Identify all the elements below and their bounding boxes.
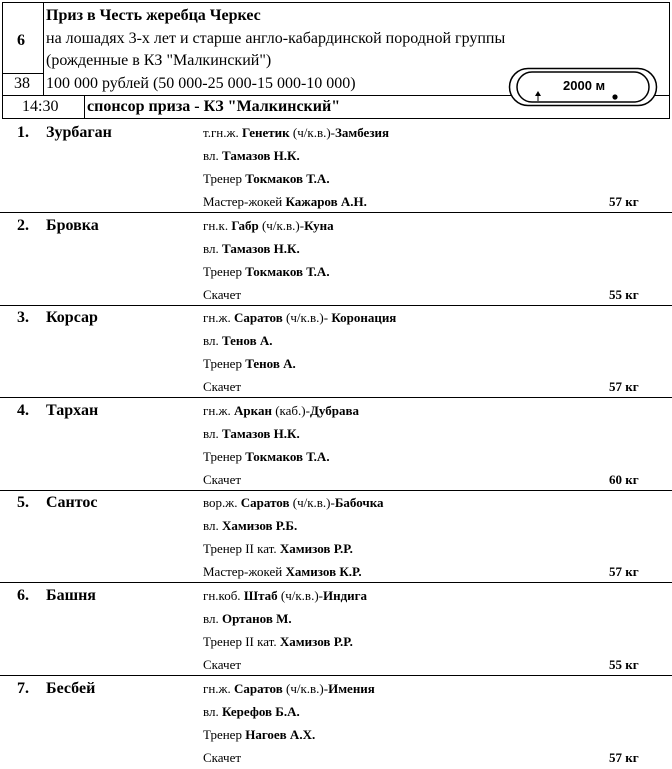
- horse-name: Сантос: [46, 494, 98, 511]
- pedigree-prefix: гн.ж.: [203, 403, 235, 418]
- jockey-line: [203, 565, 362, 578]
- owner-name: Тамазов Н.К.: [221, 426, 300, 441]
- trainer-line: [203, 635, 353, 648]
- horse-name: Бесбей: [46, 680, 96, 697]
- jockey-name: Хамизов К.Р.: [285, 564, 362, 579]
- pedigree: [203, 126, 389, 139]
- race-id: 38: [14, 75, 30, 92]
- sire-name: Саратов: [240, 495, 290, 510]
- sire-breed: (ч/к.в.)-: [282, 310, 332, 325]
- jockey-label: Скачет: [203, 750, 242, 765]
- dam-name: Куна: [304, 218, 334, 233]
- pedigree: [203, 682, 375, 695]
- race-time: 14:30: [22, 98, 59, 115]
- sire-name: Саратов: [234, 310, 283, 325]
- race-number: 6: [17, 32, 25, 49]
- entry-number: 6.: [17, 587, 29, 604]
- race-sponsor: спонсор приза - КЗ "Малкинский": [87, 98, 341, 115]
- owner-name: Тамазов Н.К.: [221, 148, 300, 163]
- sire-name: Штаб: [243, 588, 278, 603]
- jockey-line: [203, 195, 367, 208]
- owner-label: вл.: [203, 611, 222, 626]
- entry-number: 5.: [17, 494, 29, 511]
- sire-name: Габр: [231, 218, 259, 233]
- jockey-label: Мастер-жокей: [203, 194, 286, 209]
- pedigree-prefix: гн.ж.: [203, 681, 235, 696]
- trainer-name: Токмаков Т.А.: [245, 449, 330, 464]
- horse-name: Бровка: [46, 217, 99, 234]
- owner-name: Ортанов М.: [221, 611, 292, 626]
- sire-breed: (ч/к.в.)-: [277, 588, 323, 603]
- owner-line: [203, 149, 300, 162]
- sire-name: Аркан: [234, 403, 272, 418]
- owner-name: Тенов А.: [221, 333, 273, 348]
- trainer-name: Токмаков Т.А.: [245, 171, 330, 186]
- row-divider: [0, 305, 672, 306]
- owner-label: вл.: [203, 426, 222, 441]
- owner-name: Керефов Б.А.: [221, 704, 300, 719]
- weight: 55 кг: [609, 287, 639, 302]
- weight: 57 кг: [609, 379, 639, 394]
- sire-breed: (ч/к.в.)-: [282, 681, 329, 696]
- entry-number: 4.: [17, 402, 29, 419]
- jockey-label: Скачет: [203, 379, 242, 394]
- trainer-line: [203, 450, 330, 463]
- pedigree-prefix: вор.ж.: [203, 495, 241, 510]
- jockey-label: Скачет: [203, 472, 242, 487]
- jockey-line: [203, 658, 241, 671]
- pedigree: [203, 311, 396, 324]
- race-conditions-note: (рожденные в КЗ "Малкинский"): [46, 52, 272, 69]
- jockey-line: [203, 380, 241, 393]
- pedigree: [203, 496, 384, 509]
- dam-name: Дубрава: [309, 403, 359, 418]
- row-divider: [0, 490, 672, 491]
- sire-name: Генетик: [241, 125, 290, 140]
- trainer-label: Тренер: [203, 727, 246, 742]
- trainer-label: Тренер: [203, 171, 246, 186]
- owner-line: [203, 612, 292, 625]
- trainer-label: Тренер: [203, 356, 246, 371]
- entry-number: 3.: [17, 309, 29, 326]
- trainer-name: Тенов А.: [245, 356, 296, 371]
- trainer-line: [203, 357, 296, 370]
- trainer-name: Хамизов Р.Р.: [279, 541, 353, 556]
- jockey-label: Мастер-жокей: [203, 564, 286, 579]
- jockey-label: Скачет: [203, 287, 242, 302]
- horse-name: Зурбаган: [46, 124, 112, 141]
- owner-label: вл.: [203, 333, 222, 348]
- jockey-line: [203, 751, 241, 764]
- sire-breed: (ч/к.в.)-: [258, 218, 305, 233]
- owner-label: вл.: [203, 704, 222, 719]
- owner-label: вл.: [203, 241, 222, 256]
- trainer-name: Хамизов Р.Р.: [279, 634, 353, 649]
- dam-name: Бабочка: [334, 495, 384, 510]
- weight: 57 кг: [609, 750, 639, 765]
- trainer-line: [203, 728, 315, 741]
- trainer-label: Тренер: [203, 264, 246, 279]
- weight: 57 кг: [609, 194, 639, 209]
- row-divider: [0, 675, 672, 676]
- pedigree-prefix: гн.коб.: [203, 588, 244, 603]
- dam-name: Коронация: [331, 310, 397, 325]
- trainer-line: [203, 172, 330, 185]
- weight: 55 кг: [609, 657, 639, 672]
- row-divider: [0, 397, 672, 398]
- row-divider: [0, 212, 672, 213]
- pedigree: [203, 219, 334, 232]
- owner-line: [203, 334, 273, 347]
- row-divider: [0, 582, 672, 583]
- horse-name: Тархан: [46, 402, 99, 419]
- jockey-name: Кажаров А.Н.: [285, 194, 367, 209]
- race-prize: 100 000 рублей (50 000-25 000-15 000-10 000): [46, 75, 356, 92]
- owner-label: вл.: [203, 518, 222, 533]
- trainer-name: Нагоев А.Х.: [245, 727, 316, 742]
- dam-name: Имения: [328, 681, 375, 696]
- trainer-label: Тренер II кат.: [203, 634, 280, 649]
- pedigree: [203, 404, 359, 417]
- pedigree-prefix: гн.к.: [203, 218, 232, 233]
- owner-label: вл.: [203, 148, 222, 163]
- entry-number: 7.: [17, 680, 29, 697]
- sire-breed: (каб.)-: [271, 403, 310, 418]
- owner-line: [203, 519, 297, 532]
- owner-name: Тамазов Н.К.: [221, 241, 300, 256]
- owner-name: Хамизов Р.Б.: [221, 518, 298, 533]
- track-distance: 2000 м: [563, 78, 606, 93]
- trainer-line: [203, 265, 330, 278]
- trainer-label: Тренер: [203, 449, 246, 464]
- weight: 57 кг: [609, 564, 639, 579]
- owner-line: [203, 242, 300, 255]
- dam-name: Индига: [322, 588, 368, 603]
- entry-number: 1.: [17, 124, 29, 141]
- track-diagram: [508, 67, 658, 107]
- pedigree-prefix: т.гн.ж.: [203, 125, 242, 140]
- jockey-line: [203, 288, 241, 301]
- entry-number: 2.: [17, 217, 29, 234]
- trainer-line: [203, 542, 353, 555]
- owner-line: [203, 427, 300, 440]
- race-conditions: на лошадях 3-х лет и старше англо-кабардинской породной группы: [46, 30, 506, 47]
- weight: 60 кг: [609, 472, 639, 487]
- jockey-label: Скачет: [203, 657, 242, 672]
- pedigree-prefix: гн.ж.: [203, 310, 235, 325]
- sire-breed: (ч/к.в.)-: [289, 125, 336, 140]
- owner-line: [203, 705, 300, 718]
- horse-name: Корсар: [46, 309, 98, 326]
- pedigree: [203, 589, 367, 602]
- sire-name: Саратов: [234, 681, 283, 696]
- race-title: Приз в Честь жеребца Черкес: [46, 7, 261, 24]
- horse-name: Башня: [46, 587, 96, 604]
- dam-name: Замбезия: [335, 125, 390, 140]
- sire-breed: (ч/к.в.)-: [289, 495, 335, 510]
- trainer-name: Токмаков Т.А.: [245, 264, 330, 279]
- jockey-line: [203, 473, 241, 486]
- trainer-label: Тренер II кат.: [203, 541, 280, 556]
